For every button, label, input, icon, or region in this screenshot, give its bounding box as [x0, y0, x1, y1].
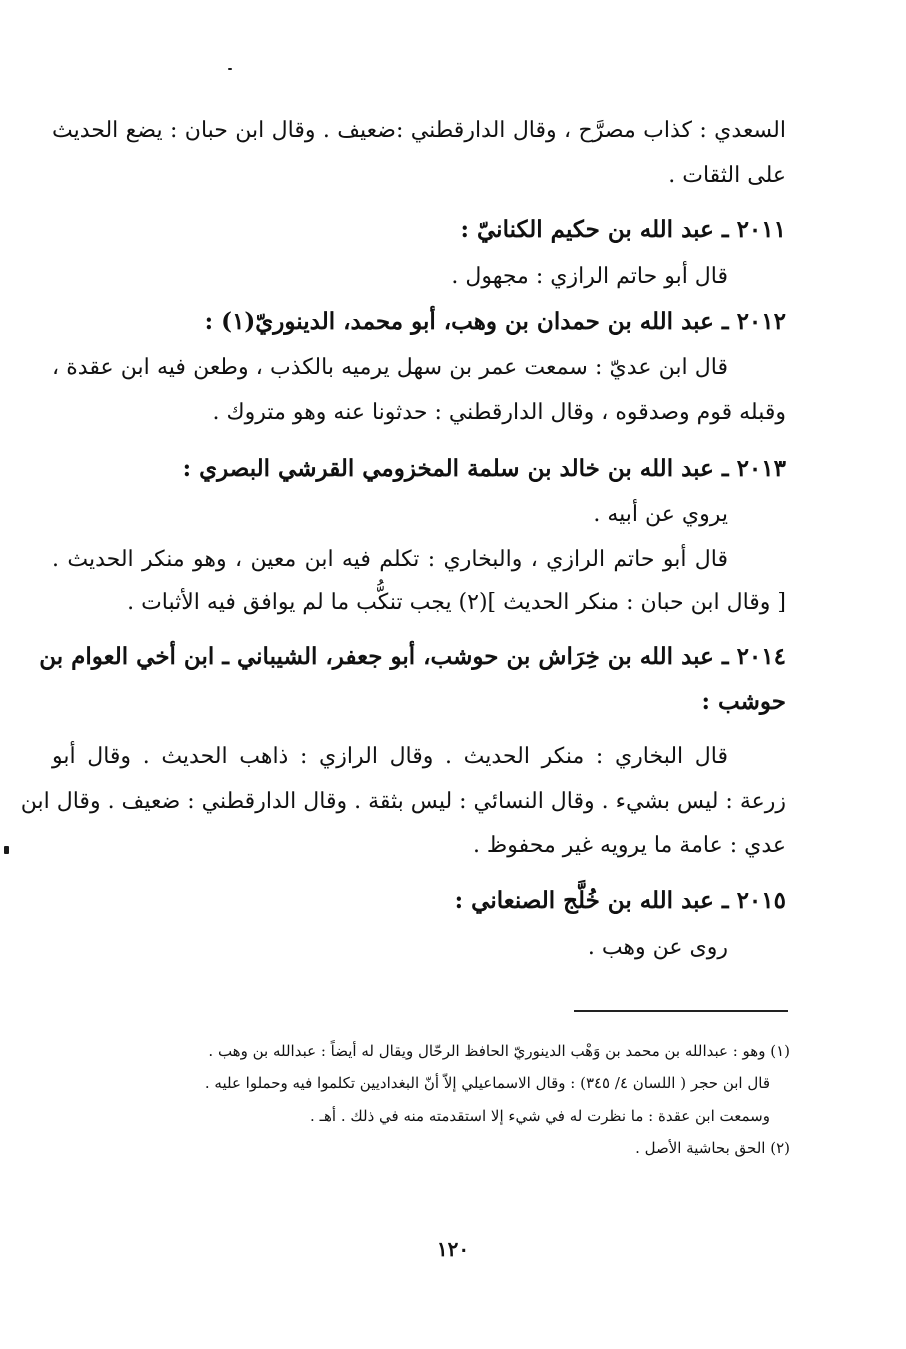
entry-2015-heading: ٢٠١٥ ـ عبد الله بن خُلَّج الصنعاني : — [454, 887, 786, 914]
footnote-1-cont-1: قال ابن حجر ( اللسان ٤/ ٣٤٥) : وقال الاسماعيلي إلاّ أنّ البغداديين تكلموا فيه وحملوا عليه . — [204, 1074, 770, 1092]
entry-2012-text-2: وقبله قوم وصدقوه ، وقال الدارقطني : حدثونا عنه وهو متروك . — [212, 400, 786, 425]
page-number: ١٢٠ — [436, 1237, 470, 1261]
body-line-1: السعدي : كذاب مصرَّح ، وقال الدارقطني :ضعيف . وقال ابن حبان : يضع الحديث — [52, 118, 786, 143]
entry-2013-text-3: [ وقال ابن حبان : منكر الحديث ](٢) يجب تنكُّب ما لم يوافق فيه الأثبات . — [127, 590, 786, 615]
entry-2013-heading: ٢٠١٣ ـ عبد الله بن خالد بن سلمة المخزومي القرشي البصري : — [182, 455, 786, 482]
entry-2013-text-1: يروي عن أبيه . — [593, 502, 728, 527]
entry-2014-text-3: عدي : عامة ما يرويه غير محفوظ . — [472, 833, 786, 858]
entry-2014-heading-2: حوشب : — [701, 688, 786, 715]
footnote-1-cont-2: وسمعت ابن عقدة : ما نظرت له في شيء إلا استقدمته منه في ذلك . أهـ . — [310, 1107, 770, 1125]
entry-2012-text-1: قال ابن عديّ : سمعت عمر بن سهل يرميه بالكذب ، وطعن فيه ابن عقدة ، — [52, 355, 728, 380]
footnote-separator — [574, 1010, 788, 1012]
body-line-2: على الثقات . — [668, 163, 786, 188]
entry-2014-heading-1: ٢٠١٤ ـ عبد الله بن خِرَاش بن حوشب، أبو جعفر، الشيباني ـ ابن أخي العوام بن — [39, 643, 786, 670]
entry-2013-text-2: قال أبو حاتم الرازي ، والبخاري : تكلم فيه ابن معين ، وهو منكر الحديث . — [52, 547, 728, 572]
entry-2014-text-1: قال البخاري : منكر الحديث . وقال الرازي : ذاهب الحديث . وقال أبو — [52, 744, 728, 769]
entry-2011-heading: ٢٠١١ ـ عبد الله بن حكيم الكنانيّ : — [460, 216, 786, 243]
margin-speck — [4, 846, 9, 854]
footnote-1: (١) وهو : عبدالله بن محمد بن وَهْب الدينوريّ الحافظ الرحّال ويقال له أيضاً : عبدالله بن وهب . — [208, 1042, 790, 1060]
entry-2014-text-2: زرعة : ليس بشيء . وقال النسائي : ليس بثقة . وقال الدارقطني : ضعيف . وقال ابن — [20, 789, 786, 814]
top-speck — [228, 68, 232, 70]
entry-2012-heading: ٢٠١٢ ـ عبد الله بن حمدان بن وهب، أبو محمد، الدينوريّ(١) : — [204, 308, 786, 335]
footnote-2: (٢) الحق بحاشية الأصل . — [635, 1139, 790, 1157]
entry-2015-text: روى عن وهب . — [587, 935, 728, 960]
entry-2011-text: قال أبو حاتم الرازي : مجهول . — [451, 264, 728, 289]
